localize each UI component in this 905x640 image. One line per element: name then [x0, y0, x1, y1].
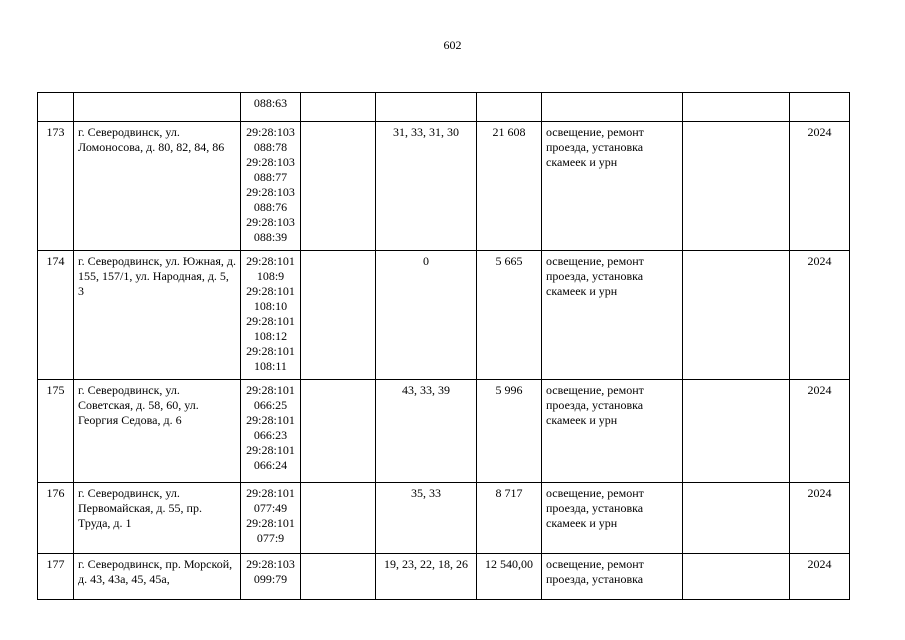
empty-cell	[683, 554, 790, 600]
cadastral-number: 077:49	[253, 501, 288, 515]
table-row	[38, 554, 850, 600]
values-cell: 0	[376, 251, 477, 380]
address-cell: г. Северодвинск, пр. Морской, д. 43, 43а, 45, 45а,	[74, 554, 241, 600]
cadastral-number: 066:23	[253, 428, 288, 442]
year-cell: 2024	[790, 251, 850, 380]
year-cell: 2024	[790, 380, 850, 483]
empty-cell	[301, 251, 376, 380]
table-row	[38, 483, 850, 554]
cadastral-number: 108:9	[256, 269, 285, 283]
cadastral-number: 29:28:103	[246, 215, 295, 229]
empty-cell	[301, 93, 376, 122]
cadastral-number: 29:28:101	[246, 413, 295, 427]
empty-cell	[301, 554, 376, 600]
year-cell: 2024	[790, 554, 850, 600]
works-cell: освещение, ремонт проезда, установка	[542, 554, 683, 600]
works-cell	[542, 93, 683, 122]
table-row	[38, 380, 850, 483]
cadastral-number: 077:9	[256, 531, 285, 545]
cadastral-number: 29:28:103	[246, 155, 295, 169]
empty-cell	[683, 93, 790, 122]
cadastral-cell	[241, 483, 301, 554]
cadastral-number: 108:12	[253, 329, 288, 343]
area-cell: 21 608	[477, 122, 542, 251]
cadastral-cell	[241, 251, 301, 380]
page-number: 602	[443, 38, 462, 52]
empty-cell	[301, 122, 376, 251]
cadastral-number: 108:10	[253, 299, 288, 313]
works-cell: освещение, ремонт проезда, установка скамеек и урн	[542, 251, 683, 380]
cadastral-number: 108:11	[254, 359, 287, 373]
cadastral-number: 29:28:103	[246, 185, 295, 199]
cadastral-number: 29:28:101	[246, 314, 295, 328]
address-cell	[74, 93, 241, 122]
cadastral-number: 088:39	[253, 230, 288, 244]
cadastral-number: 29:28:101	[246, 284, 295, 298]
year-cell	[790, 93, 850, 122]
cadastral-number: 29:28:101	[246, 486, 295, 500]
empty-cell	[683, 380, 790, 483]
empty-cell	[301, 483, 376, 554]
address-cell: г. Северодвинск, ул. Первомайская, д. 55, пр. Труда, д. 1	[74, 483, 241, 554]
cadastral-number: 29:28:101	[246, 383, 295, 397]
values-cell: 31, 33, 31, 30	[376, 122, 477, 251]
cadastral-number: 29:28:101	[246, 344, 295, 358]
row-number-cell: 173	[38, 122, 74, 251]
works-cell: освещение, ремонт проезда, установка скамеек и урн	[542, 380, 683, 483]
empty-cell	[683, 122, 790, 251]
address-cell: г. Северодвинск, ул. Советская, д. 58, 60, ул. Георгия Седова, д. 6	[74, 380, 241, 483]
row-number-cell: 176	[38, 483, 74, 554]
works-cell: освещение, ремонт проезда, установка скамеек и урн	[542, 122, 683, 251]
area-cell: 5 996	[477, 380, 542, 483]
values-cell	[376, 93, 477, 122]
cadastral-number: 088:76	[253, 200, 288, 214]
cadastral-number: 088:63	[253, 96, 288, 110]
cadastral-number: 066:24	[253, 458, 288, 472]
row-number-cell: 177	[38, 554, 74, 600]
values-cell: 19, 23, 22, 18, 26	[376, 554, 477, 600]
empty-cell	[683, 251, 790, 380]
cadastral-number: 29:28:101	[246, 254, 295, 268]
row-number-cell: 175	[38, 380, 74, 483]
cadastral-cell	[241, 380, 301, 483]
area-cell: 5 665	[477, 251, 542, 380]
area-cell	[477, 93, 542, 122]
cadastral-number: 099:79	[253, 572, 288, 586]
area-cell: 8 717	[477, 483, 542, 554]
data-table	[37, 92, 850, 600]
empty-cell	[301, 380, 376, 483]
table-row	[38, 251, 850, 380]
works-cell: освещение, ремонт проезда, установка скамеек и урн	[542, 483, 683, 554]
table-row	[38, 93, 850, 122]
cadastral-number: 29:28:103	[246, 557, 295, 571]
values-cell: 35, 33	[376, 483, 477, 554]
table-row	[38, 122, 850, 251]
cadastral-cell	[241, 122, 301, 251]
cadastral-number: 088:77	[253, 170, 288, 184]
cadastral-number: 066:25	[253, 398, 288, 412]
cadastral-number: 088:78	[253, 140, 288, 154]
area-cell: 12 540,00	[477, 554, 542, 600]
year-cell: 2024	[790, 483, 850, 554]
empty-cell	[683, 483, 790, 554]
cadastral-cell	[241, 554, 301, 600]
cadastral-cell	[241, 93, 301, 122]
address-cell: г. Северодвинск, ул. Ломоносова, д. 80, 82, 84, 86	[74, 122, 241, 251]
row-number-cell: 174	[38, 251, 74, 380]
address-cell: г. Северодвинск, ул. Южная, д. 155, 157/1, ул. Народная, д. 5, 3	[74, 251, 241, 380]
year-cell: 2024	[790, 122, 850, 251]
cadastral-number: 29:28:103	[246, 125, 295, 139]
cadastral-number: 29:28:101	[246, 443, 295, 457]
cadastral-number: 29:28:101	[246, 516, 295, 530]
row-number-cell	[38, 93, 74, 122]
values-cell: 43, 33, 39	[376, 380, 477, 483]
